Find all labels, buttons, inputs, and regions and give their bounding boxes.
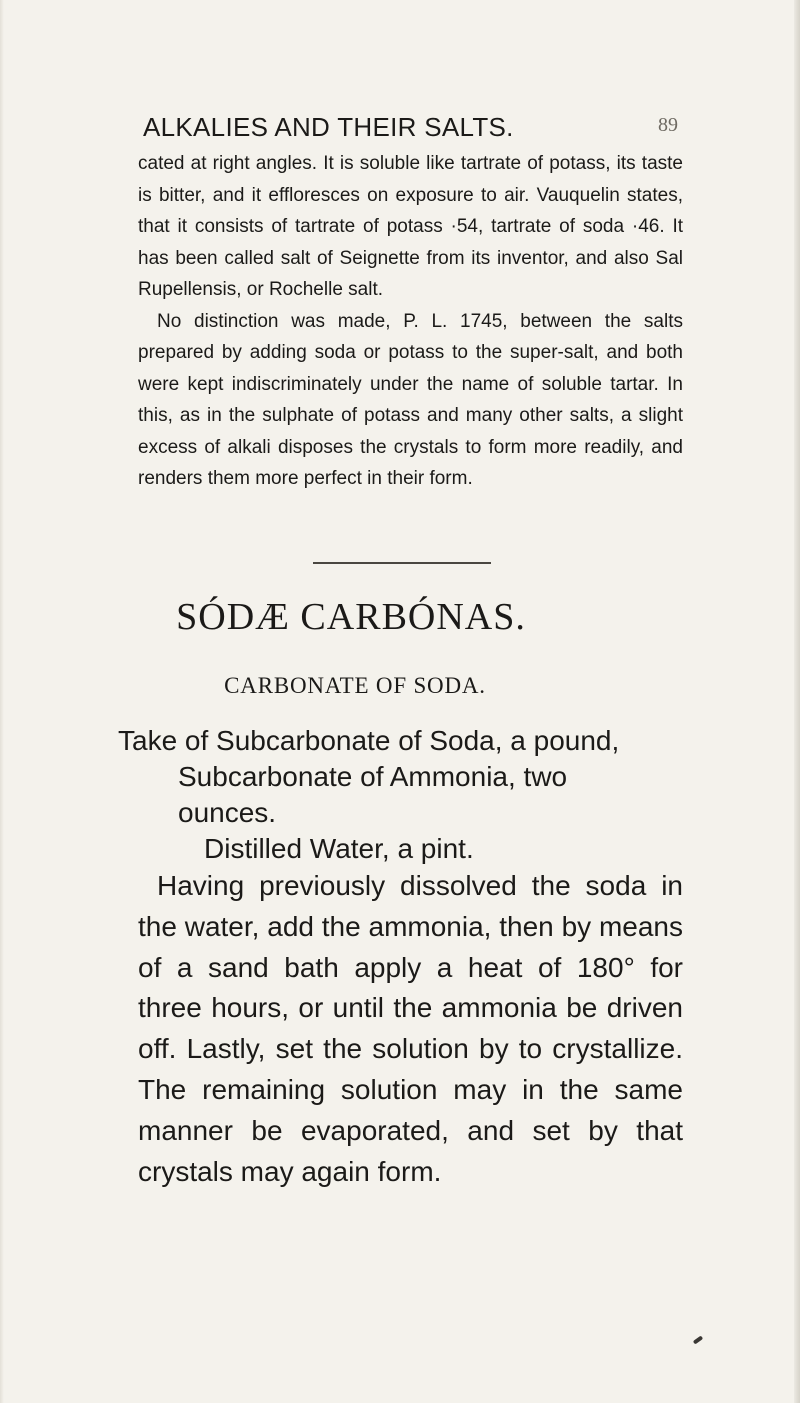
ink-speck	[693, 1335, 703, 1344]
body-text-block	[138, 866, 683, 1192]
section-subheading: CARBONATE OF SODA.	[224, 673, 486, 698]
running-title: ALKALIES AND THEIR SALTS.	[143, 112, 514, 142]
upper-paragraph-2: No distinction was made, P. L. 1745, between the salts prepared by adding soda or potass to the super-salt, and both were kept indiscriminately under the name of soluble tartar. In this, as in the sulphate of potass and many other salts, a slight excess of alkali disposes the crystals to form more readily, and renders them more perfect in their form.	[138, 310, 683, 489]
upper-paragraph-1: cated at right angles. It is soluble like tartrate of potass, its taste is bitter, and it effloresces on exposure to air. Vauquelin states, that it consists of tartrate of potass ·54, tartrate of soda ·46. It has been called salt of Seignette from its inventor, and also Sal Rupellensis, or Rochelle salt.	[138, 153, 683, 300]
recipe-line-2: Subcarbonate of Ammonia, two	[178, 761, 568, 792]
recipe-line-4: Distilled Water, a pint.	[204, 833, 474, 864]
body-paragraph: Having previously dissolved the soda in the water, add the ammonia, then by means of a sand bath apply a heat of 180° for three hours, or until the ammonia be driven off. Lastly, set the solution by to crystallize. The remaining solution may in the same manner be evaporated, and set by that crystals may again form.	[138, 870, 683, 1187]
page-left-edge	[0, 0, 4, 1403]
section-divider-rule	[313, 562, 491, 564]
recipe-line-1: Take of Subcarbonate of Soda, a pound,	[118, 725, 620, 756]
upper-text-block	[138, 148, 683, 495]
recipe-line-3: ounces.	[178, 797, 277, 828]
section-heading: SÓDÆ CARBÓNAS.	[176, 596, 526, 638]
page-right-edge	[794, 0, 800, 1403]
page-number: 89	[658, 114, 678, 136]
running-head	[143, 112, 678, 142]
